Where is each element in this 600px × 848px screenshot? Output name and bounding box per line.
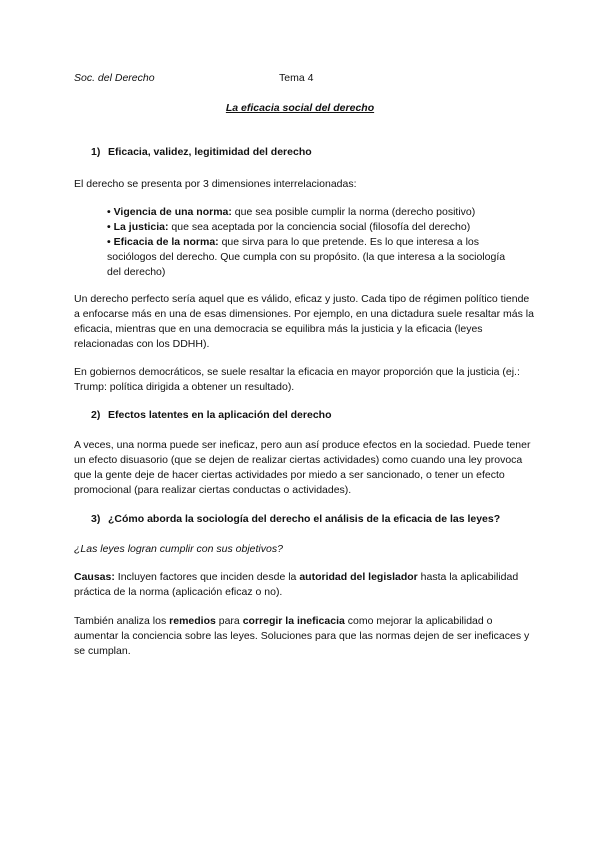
bullet-term: Eficacia de la norma:	[113, 236, 219, 248]
page-title: La eficacia social del derecho	[225, 102, 375, 114]
causes-emphasis: autoridad del legislador	[299, 571, 418, 583]
section-1-number: 1)	[91, 146, 101, 158]
bullet-text: que sea posible cumplir la norma (derecho positivo)	[231, 206, 476, 218]
correct-inefficacy-emphasis: corregir la ineficacia	[242, 615, 345, 627]
list-item	[107, 220, 507, 235]
remedies-paragraph	[74, 614, 534, 659]
causes-text: Incluyen factores que inciden desde la	[114, 571, 300, 583]
remedies-text-end: como mejorar la aplicabilidad o aumentar la conciencia sobre las leyes. Soluciones para que las normas dejen de ser ineficaces y se cumplan.	[74, 615, 530, 657]
section-1-paragraph-1: Un derecho perfecto sería aquel que es válido, eficaz y justo. Cada tipo de régimen político tiende a enfocarse más en una de esas dimensiones. Por ejemplo, en una dictadura suele resaltar más la eficacia, mientras que en una democracia se equilibra más la justicia y la eficacia (leyes relacionadas con los DDHH).	[74, 293, 534, 350]
section-2-paragraph: A veces, una norma puede ser ineficaz, pero aun así produce efectos en la sociedad. Puede tener un efecto disuasorio (que se dejen de realizar ciertas actividades) como cuando una ley provoca que la gente deje de hacer ciertas actividades por miedo a ser sancionado, o tener un efecto promocional (para realizar ciertas conductas o actividades).	[74, 439, 531, 496]
bullet-marker: •	[107, 221, 111, 233]
section-3-question: ¿Las leyes logran cumplir con sus objetivos?	[74, 543, 283, 555]
section-2-number: 2)	[91, 409, 101, 421]
section-3-number: 3)	[91, 513, 101, 525]
bullet-text: que sea aceptada por la conciencia social (filosofía del derecho)	[168, 221, 471, 233]
section-1-paragraph-2: En gobiernos democráticos, se suele resaltar la eficacia en mayor proporción que la justicia (ej.: Trump: política dirigida a obtener un resultado).	[74, 366, 520, 393]
section-2-heading: Efectos latentes en la aplicación del derecho	[108, 409, 332, 421]
bullet-marker: •	[107, 206, 111, 218]
remedies-text: También analiza los	[74, 615, 170, 627]
section-1-heading: Eficacia, validez, legitimidad del derecho	[108, 146, 312, 158]
causes-text-end: hasta la aplicabilidad práctica de la norma (aplicación eficaz o no).	[74, 571, 519, 598]
topic-label: Tema 4	[279, 72, 314, 84]
causes-label: Causas:	[74, 571, 115, 583]
remedies-emphasis: remedios	[169, 615, 216, 627]
dimensions-list	[107, 205, 507, 280]
section-1-intro: El derecho se presenta por 3 dimensiones interrelacionadas:	[74, 178, 357, 190]
course-label: Soc. del Derecho	[74, 72, 155, 84]
bullet-term: La justicia:	[113, 221, 169, 233]
section-3-heading: ¿Cómo aborda la sociología del derecho el análisis de la eficacia de las leyes?	[108, 513, 501, 525]
bullet-term: Vigencia de una norma:	[113, 206, 232, 218]
causes-paragraph	[74, 570, 534, 600]
remedies-text-2: para	[215, 615, 243, 627]
list-item	[107, 235, 507, 280]
bullet-marker: •	[107, 236, 111, 248]
bullet-text: que sirva para lo que pretende. Es lo que interesa a los sociólogos del derecho. Que cumpla con su propósito. (la que interesa a la sociología del derecho)	[107, 236, 506, 278]
list-item	[107, 205, 507, 220]
